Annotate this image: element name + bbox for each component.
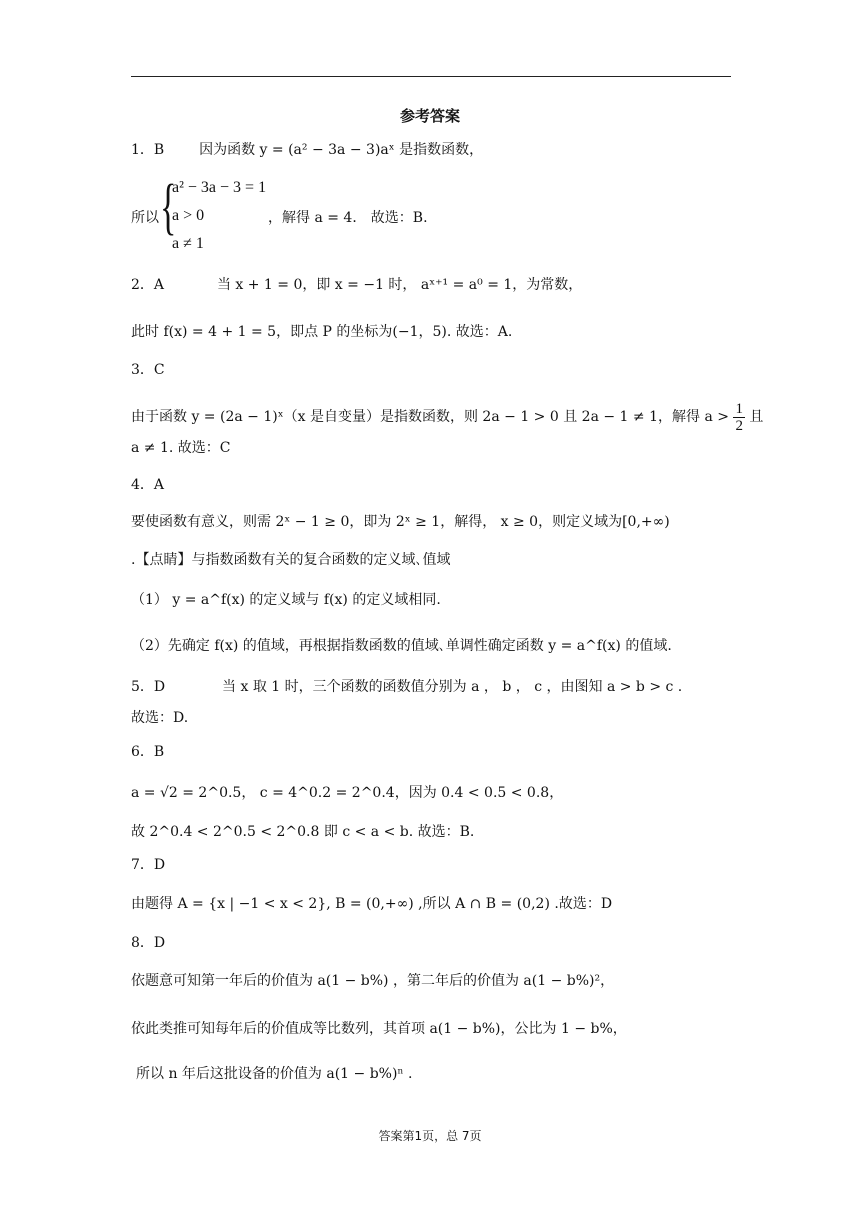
answer-text: 由于函数 y = (2a − 1)ˣ（x 是自变量）是指数函数，则 2a − 1 > 0 且 2a − 1 ≠ 1，解得 a > bbox=[131, 409, 729, 425]
answer-2-line-1 bbox=[131, 275, 582, 295]
page-title: 参考答案 bbox=[399, 107, 460, 125]
answer-7-number: 7．D bbox=[131, 857, 166, 873]
answer-number: 2．A bbox=[131, 277, 165, 293]
answer-4-line-1: 要使函数有意义，则需 2ˣ − 1 ≥ 0，即为 2ˣ ≥ 1，解得， x ≥ 0，则定义域为[0,+∞) bbox=[131, 514, 670, 530]
answer-4-number: 4．A bbox=[131, 477, 165, 493]
answer-1-line-1 bbox=[131, 140, 483, 160]
answer-5-line-2: 故选：D. bbox=[131, 710, 189, 726]
answer-2-line-2: 此时 f(x) = 4 + 1 = 5，即点 P 的坐标为(−1，5). 故选：A. bbox=[131, 324, 513, 340]
answer-3-line-2: a ≠ 1. 故选：C bbox=[131, 440, 231, 456]
answer-8-line-3: 所以 n 年后这批设备的价值为 a(1 − b%)ⁿ . bbox=[136, 1066, 413, 1082]
system-equation-3: a ≠ 1 bbox=[172, 235, 204, 252]
answer-4-note-2: （2）先确定 f(x) 的值域，再根据指数函数的值域､单调性确定函数 y = a^f(x) 的值域. bbox=[131, 638, 672, 654]
answer-1-prefix: 所以 bbox=[131, 210, 159, 226]
answer-number: 5．D bbox=[131, 679, 166, 695]
fraction-denominator: 2 bbox=[735, 417, 743, 434]
answer-text: 因为函数 y = (a² − 3a − 3)aˣ 是指数函数， bbox=[199, 142, 484, 158]
answer-6-number: 6．B bbox=[131, 744, 165, 760]
answer-8-line-2: 依此类推可知每年后的价值成等比数列，其首项 a(1 − b%)，公比为 1 − b%， bbox=[131, 1021, 627, 1037]
system-equation-2: a > 0 bbox=[172, 207, 205, 224]
header-rule bbox=[131, 76, 731, 77]
answer-1-conclusion: ，解得 a = 4． 故选：B. bbox=[268, 210, 428, 226]
answer-5-line-1 bbox=[131, 677, 682, 697]
answer-number: 1．B bbox=[131, 142, 165, 158]
answer-text: 当 x 取 1 时，三个函数的函数值分别为 a ， b ， c ，由图知 a > b > c . bbox=[222, 679, 683, 695]
answer-4-note-1: （1） y = a^f(x) 的定义域与 f(x) 的定义域相同. bbox=[131, 592, 441, 608]
answer-7-line-1: 由题得 A = {x | −1 < x < 2}, B = (0,+∞) ,所以 A ∩ B = (0,2) .故选：D bbox=[131, 896, 613, 912]
answer-8-number: 8．D bbox=[131, 935, 166, 951]
answer-3-line-1 bbox=[131, 397, 763, 437]
answer-6-line-1: a = √2 = 2^0.5， c = 4^0.2 = 2^0.4，因为 0.4 < 0.5 < 0.8， bbox=[131, 785, 564, 801]
answer-text: 当 x + 1 = 0，即 x = −1 时， aˣ⁺¹ = a⁰ = 1，为常数， bbox=[216, 277, 583, 293]
fraction-numerator: 1 bbox=[735, 400, 743, 417]
answer-8-line-1: 依题意可知第一年后的价值为 a(1 − b%) ，第二年后的价值为 a(1 − b%)²， bbox=[131, 973, 615, 989]
answer-3-number: 3．C bbox=[131, 362, 165, 378]
answer-text: 且 bbox=[749, 409, 764, 425]
fraction-one-half bbox=[733, 401, 745, 434]
page-footer: 答案第1页，总 7页 bbox=[378, 1129, 482, 1143]
answer-4-note-heading: .【点睛】与指数函数有关的复合函数的定义域､值域 bbox=[131, 552, 451, 568]
answer-6-line-2: 故 2^0.4 < 2^0.5 < 2^0.8 即 c < a < b. 故选：B. bbox=[131, 824, 475, 840]
system-brace: { bbox=[160, 173, 177, 241]
system-equation-1: a² − 3a − 3 = 1 bbox=[172, 179, 267, 196]
